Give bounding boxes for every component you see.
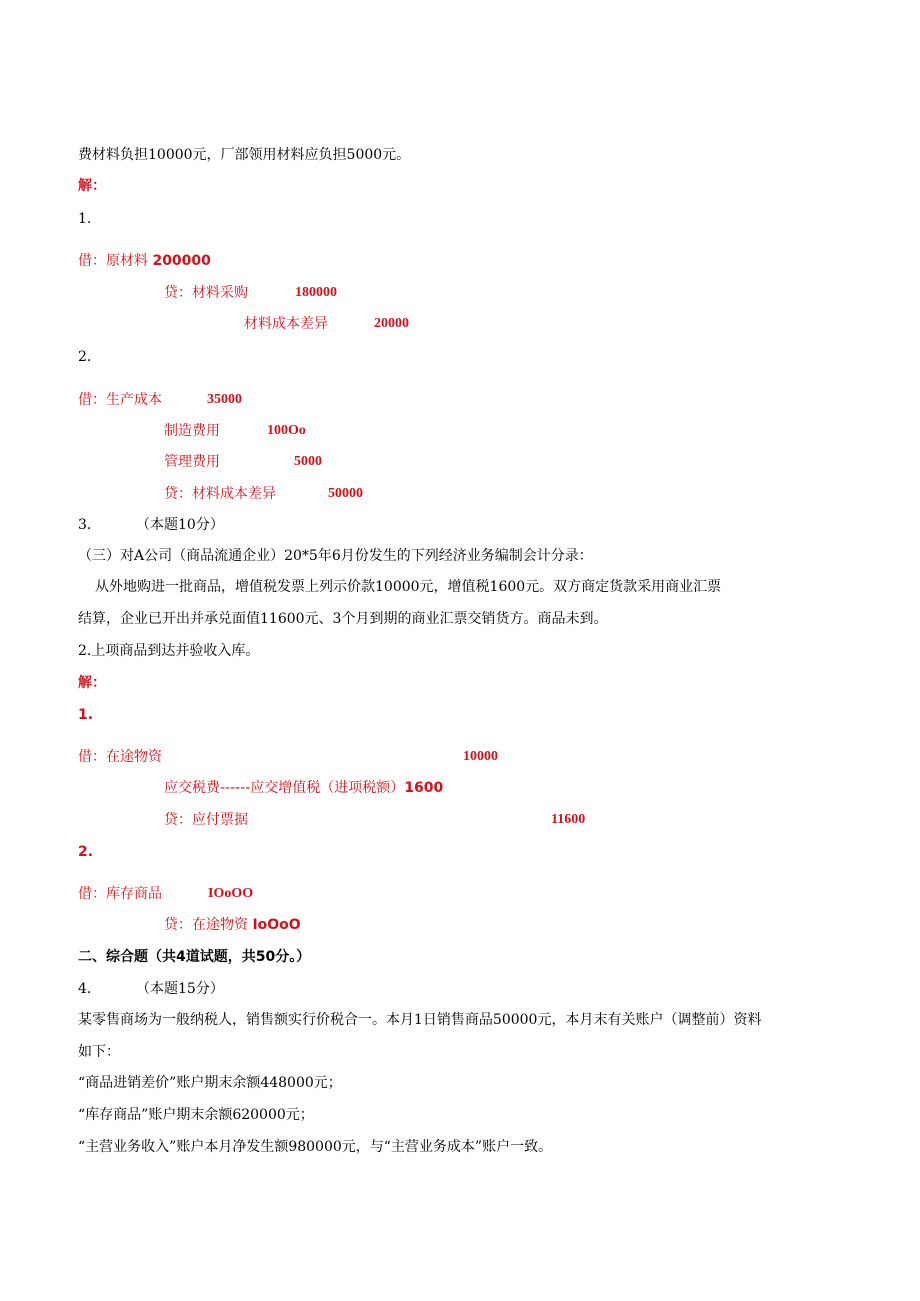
- account-name: 贷：材料成本差异: [164, 486, 276, 502]
- account-name: 借：库存商品: [78, 886, 162, 902]
- question-text: 从外地购进一批商品，增值税发票上列示价款10000元，增值税1600元。双方商定货款采用商业汇票: [95, 579, 722, 595]
- journal-debit-line: [164, 423, 306, 439]
- question-header: [78, 517, 224, 533]
- journal-credit-line: [164, 486, 363, 502]
- journal-credit-line: [164, 812, 586, 828]
- text-line: 费材料负担10000元，厂部领用材料应负担5000元。: [78, 147, 411, 163]
- question-number: 4.: [78, 981, 92, 997]
- amount: 20000: [374, 316, 409, 331]
- journal-credit-line: [244, 316, 409, 332]
- question-text: “商品进销差价”账户期末余额448000元；: [78, 1075, 342, 1091]
- item-number: 2.: [78, 349, 92, 365]
- journal-debit-line: [78, 749, 498, 765]
- amount: IoOoO: [252, 917, 301, 933]
- section-heading: 二、综合题（共4道试题，共50分。）: [78, 949, 311, 965]
- question-text: 某零售商场为一般纳税人，销售额实行价税合一。本月1日销售商品50000元，本月末有关账户（调整前）资料: [78, 1012, 762, 1028]
- journal-credit-line: [164, 285, 337, 301]
- question-text: 如下：: [78, 1044, 120, 1060]
- amount: IOoOO: [208, 886, 254, 901]
- amount: 200000: [152, 253, 211, 269]
- amount: 5000: [294, 454, 322, 469]
- question-score: （本题15分）: [136, 981, 224, 997]
- question-text: “主营业务收入”账户本月净发生额980000元，与“主营业务成本”账户一致。: [78, 1139, 553, 1155]
- amount: 11600: [551, 812, 586, 827]
- question-text: 2.上项商品到达并验收入库。: [78, 643, 260, 659]
- journal-debit-line: [78, 254, 211, 268]
- account-name: 借：在途物资: [78, 749, 162, 765]
- question-text: 结算，企业已开出并承兑面值11600元、3个月到期的商业汇票交销货方。商品未到。: [78, 611, 608, 627]
- item-number: 1.: [78, 211, 92, 227]
- solution-label: 解：: [78, 675, 106, 691]
- account-name: 借：生产成本: [78, 392, 162, 408]
- journal-credit-line: [164, 918, 301, 932]
- question-text: “库存商品”账户期末余额620000元；: [78, 1107, 314, 1123]
- item-number: 1.: [78, 707, 94, 723]
- account-name: 应交税费------应交增值税（进项税额）: [164, 780, 405, 796]
- item-number: 2.: [78, 844, 94, 860]
- amount: 1600: [404, 780, 444, 796]
- account-name: 贷：应付票据: [164, 812, 248, 828]
- account-name: 制造费用: [164, 423, 220, 439]
- question-title: （三）对A公司（商品流通企业）20*5年6月份发生的下列经济业务编制会计分录：: [78, 548, 593, 564]
- journal-debit-line: [78, 392, 242, 408]
- question-number: 3.: [78, 517, 92, 533]
- journal-debit-line: [78, 886, 254, 902]
- account-name: 借：原材料: [78, 253, 148, 269]
- account-name: 贷：材料采购: [164, 285, 248, 301]
- amount: 180000: [295, 285, 337, 300]
- amount: 35000: [207, 392, 242, 407]
- account-name: 材料成本差异: [244, 316, 328, 332]
- question-header: [78, 981, 224, 997]
- journal-debit-line: [164, 454, 322, 470]
- account-name: 管理费用: [164, 454, 220, 470]
- amount: 100Oo: [267, 423, 306, 438]
- account-name: 贷：在途物资: [164, 917, 248, 933]
- solution-label: 解：: [78, 178, 106, 194]
- amount: 10000: [463, 749, 498, 764]
- journal-debit-line: [164, 781, 443, 795]
- question-score: （本题10分）: [136, 517, 224, 533]
- amount: 50000: [328, 486, 363, 501]
